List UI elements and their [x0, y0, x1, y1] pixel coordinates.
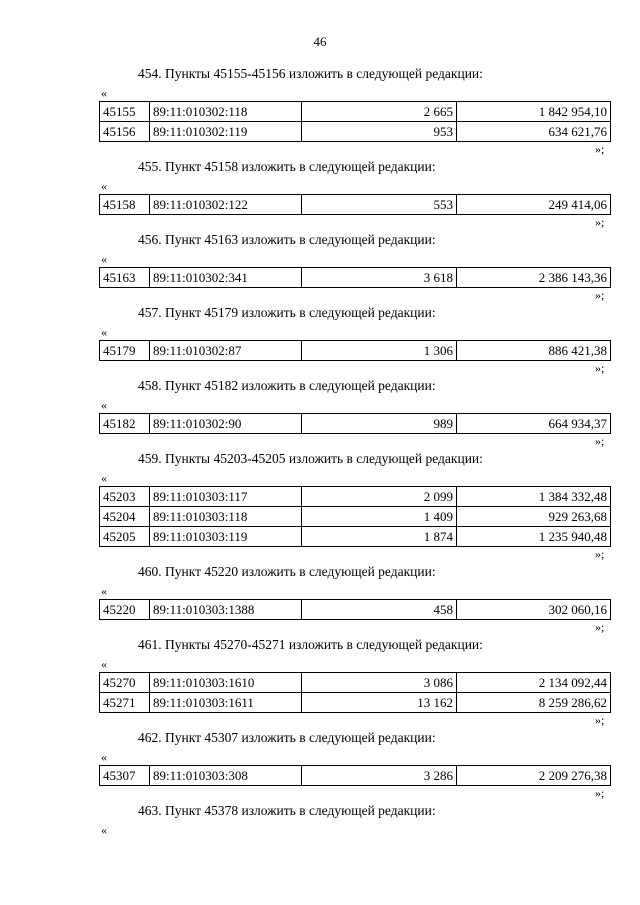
amendment-heading: 459. Пункты 45203-45205 изложить в следующей редакции:: [138, 451, 483, 466]
table-row: [100, 693, 611, 713]
amendment-section: [0, 637, 640, 730]
item-number-cell: 45163: [100, 268, 150, 288]
amendment-section: [0, 378, 640, 451]
amendment-section: [0, 803, 640, 843]
closing-quote: »;: [595, 215, 605, 229]
table-row: [100, 766, 611, 786]
amendment-heading: 461. Пункты 45270-45271 изложить в следующей редакции:: [138, 637, 483, 652]
cadastral-value-cell: 634 621,76: [457, 122, 611, 142]
opening-quote: «: [101, 325, 107, 339]
amendment-heading: 463. Пункт 45378 изложить в следующей редакции:: [138, 803, 436, 818]
closing-quote: »;: [595, 713, 605, 727]
cadastral-number-cell: 89:11:010302:119: [150, 122, 302, 142]
land-plot-table: [99, 765, 611, 786]
closing-quote: »;: [595, 620, 605, 634]
land-plot-table: [99, 194, 611, 215]
table-row: [100, 487, 611, 507]
amendment-section: [0, 730, 640, 803]
table-row: [100, 341, 611, 361]
cadastral-value-cell: 249 414,06: [457, 195, 611, 215]
amendment-section: [0, 451, 640, 564]
table-row: [100, 527, 611, 547]
cadastral-value-cell: 1 384 332,48: [457, 487, 611, 507]
area-cell: 953: [302, 122, 457, 142]
amendment-section: [0, 564, 640, 637]
cadastral-value-cell: 2 134 092,44: [457, 673, 611, 693]
cadastral-value-cell: 2 209 276,38: [457, 766, 611, 786]
table-row: [100, 195, 611, 215]
area-cell: 553: [302, 195, 457, 215]
cadastral-number-cell: 89:11:010303:119: [150, 527, 302, 547]
item-number-cell: 45205: [100, 527, 150, 547]
item-number-cell: 45204: [100, 507, 150, 527]
cadastral-number-cell: 89:11:010303:1610: [150, 673, 302, 693]
table-row: [100, 414, 611, 434]
opening-quote: «: [101, 179, 107, 193]
area-cell: 3 618: [302, 268, 457, 288]
amendment-section: [0, 66, 640, 159]
item-number-cell: 45271: [100, 693, 150, 713]
amendment-section: [0, 159, 640, 232]
opening-quote: «: [101, 750, 107, 764]
opening-quote: «: [101, 657, 107, 671]
item-number-cell: 45220: [100, 600, 150, 620]
amendment-heading: 460. Пункт 45220 изложить в следующей редакции:: [138, 564, 436, 579]
closing-quote: »;: [595, 361, 605, 375]
land-plot-table: [99, 413, 611, 434]
item-number-cell: 45203: [100, 487, 150, 507]
closing-quote: »;: [595, 786, 605, 800]
area-cell: 3 086: [302, 673, 457, 693]
table-row: [100, 268, 611, 288]
closing-quote: »;: [595, 434, 605, 448]
closing-quote: »;: [595, 142, 605, 156]
amendment-section: [0, 232, 640, 305]
opening-quote: «: [101, 584, 107, 598]
cadastral-number-cell: 89:11:010302:118: [150, 102, 302, 122]
amendment-heading: 457. Пункт 45179 изложить в следующей редакции:: [138, 305, 436, 320]
page-number: 46: [313, 34, 327, 49]
item-number-cell: 45156: [100, 122, 150, 142]
item-number-cell: 45307: [100, 766, 150, 786]
cadastral-value-cell: 664 934,37: [457, 414, 611, 434]
cadastral-number-cell: 89:11:010302:341: [150, 268, 302, 288]
area-cell: 1 306: [302, 341, 457, 361]
area-cell: 13 162: [302, 693, 457, 713]
opening-quote: «: [101, 471, 107, 485]
amendment-heading: 454. Пункты 45155-45156 изложить в следующей редакции:: [138, 66, 483, 81]
area-cell: 458: [302, 600, 457, 620]
item-number-cell: 45158: [100, 195, 150, 215]
table-row: [100, 673, 611, 693]
land-plot-table: [99, 340, 611, 361]
cadastral-number-cell: 89:11:010303:117: [150, 487, 302, 507]
area-cell: 1 409: [302, 507, 457, 527]
closing-quote: »;: [595, 288, 605, 302]
cadastral-number-cell: 89:11:010302:87: [150, 341, 302, 361]
cadastral-value-cell: 1 842 954,10: [457, 102, 611, 122]
cadastral-number-cell: 89:11:010303:308: [150, 766, 302, 786]
cadastral-value-cell: 8 259 286,62: [457, 693, 611, 713]
opening-quote: «: [101, 398, 107, 412]
land-plot-table: [99, 672, 611, 713]
item-number-cell: 45182: [100, 414, 150, 434]
item-number-cell: 45155: [100, 102, 150, 122]
amendment-section: [0, 305, 640, 378]
cadastral-value-cell: 1 235 940,48: [457, 527, 611, 547]
cadastral-value-cell: 929 263,68: [457, 507, 611, 527]
land-plot-table: [99, 267, 611, 288]
area-cell: 1 874: [302, 527, 457, 547]
table-row: [100, 600, 611, 620]
cadastral-value-cell: 2 386 143,36: [457, 268, 611, 288]
opening-quote: «: [101, 823, 107, 837]
area-cell: 989: [302, 414, 457, 434]
land-plot-table: [99, 599, 611, 620]
cadastral-value-cell: 886 421,38: [457, 341, 611, 361]
cadastral-number-cell: 89:11:010303:1388: [150, 600, 302, 620]
item-number-cell: 45270: [100, 673, 150, 693]
area-cell: 2 665: [302, 102, 457, 122]
amendment-heading: 456. Пункт 45163 изложить в следующей редакции:: [138, 232, 436, 247]
opening-quote: «: [101, 252, 107, 266]
item-number-cell: 45179: [100, 341, 150, 361]
land-plot-table: [99, 486, 611, 547]
cadastral-number-cell: 89:11:010302:90: [150, 414, 302, 434]
land-plot-table: [99, 101, 611, 142]
cadastral-number-cell: 89:11:010302:122: [150, 195, 302, 215]
cadastral-value-cell: 302 060,16: [457, 600, 611, 620]
amendment-heading: 462. Пункт 45307 изложить в следующей редакции:: [138, 730, 436, 745]
area-cell: 3 286: [302, 766, 457, 786]
table-row: [100, 102, 611, 122]
amendment-heading: 455. Пункт 45158 изложить в следующей редакции:: [138, 159, 436, 174]
document-body: [0, 66, 640, 843]
table-row: [100, 507, 611, 527]
cadastral-number-cell: 89:11:010303:1611: [150, 693, 302, 713]
table-row: [100, 122, 611, 142]
area-cell: 2 099: [302, 487, 457, 507]
closing-quote: »;: [595, 547, 605, 561]
cadastral-number-cell: 89:11:010303:118: [150, 507, 302, 527]
amendment-heading: 458. Пункт 45182 изложить в следующей редакции:: [138, 378, 436, 393]
opening-quote: «: [101, 86, 107, 100]
